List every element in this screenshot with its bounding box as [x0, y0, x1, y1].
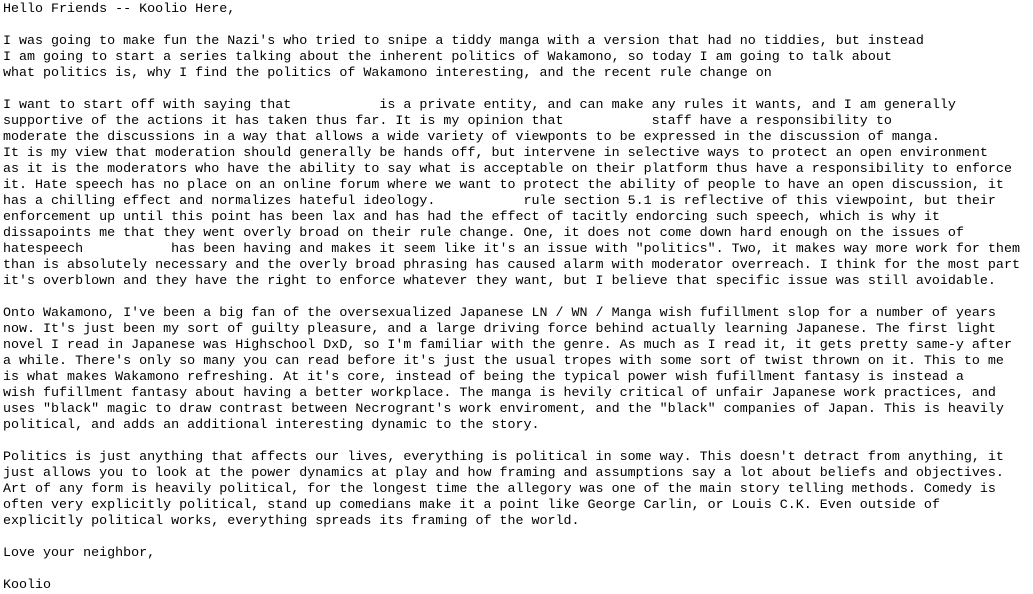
text-line: I was going to make fun the Nazi's who tried to snipe a tiddy manga with a version that had no tiddies, but instead: [3, 34, 924, 49]
text-line: as it is the moderators who have the ability to say what is acceptable on their platform thus have a responsibility to enforce: [3, 162, 1012, 177]
text-line: is what makes Wakamono refreshing. At it's core, instead of being the typical power wish fufillment fantasy is instead a: [3, 370, 964, 385]
text-line: Love your neighbor,: [3, 546, 156, 561]
text-line: often very explicitly political, stand up comedians make it a point like George Carlin, or Louis C.K. Even outside of: [3, 498, 940, 513]
text-line: Art of any form is heavily political, for the longest time the allegory was one of the main story telling methods. Comedy is: [3, 482, 996, 497]
text-line: now. It's just been my sort of guilty pleasure, and a large driving force behind actually learning Japanese. The first light: [3, 322, 996, 337]
document-body: [3, 2, 1033, 594]
text-line: than is absolutely necessary and the overly broad phrasing has caused alarm with moderator overreach. I think for the most part: [3, 258, 1020, 273]
text-line: it's overblown and they have the right to enforce whatever they want, but I believe that specific issue was still avoidable.: [3, 274, 996, 289]
text-line: it. Hate speech has no place on an online forum where we want to protect the ability of people to have an open discussion, it: [3, 178, 1004, 193]
text-line: [3, 530, 1033, 546]
text-line: I want to start off with saying that is a private entity, and can make any rules it wants, and I am generally: [3, 98, 956, 113]
text-line: [3, 562, 1033, 578]
text-line: a while. There's only so many you can read before it's just the usual tropes with some sort of twist thrown on it. This to me: [3, 354, 1004, 369]
text-line: Onto Wakamono, I've been a big fan of the oversexualized Japanese LN / WN / Manga wish fufillment slop for a number of years: [3, 306, 996, 321]
text-line: political, and adds an additional interesting dynamic to the story.: [3, 418, 540, 433]
text-line: novel I read in Japanese was Highschool DxD, so I'm familiar with the genre. As much as I read it, it gets pretty same-y after: [3, 338, 1012, 353]
text-line: what politics is, why I find the politics of Wakamono interesting, and the recent rule change on: [3, 66, 772, 81]
text-line: wish fufillment fantasy about having a better workplace. The manga is hevily critical of unfair Japanese work practices, and: [3, 386, 996, 401]
text-line: [3, 18, 1033, 34]
text-line: Hello Friends -- Koolio Here,: [3, 2, 236, 17]
text-line: It is my view that moderation should generally be hands off, but intervene in selective ways to protect an open environment: [3, 146, 988, 161]
text-line: moderate the discussions in a way that allows a wide variety of viewponts to be expressed in the discussion of manga.: [3, 130, 940, 145]
text-line: [3, 290, 1033, 306]
text-line: supportive of the actions it has taken thus far. It is my opinion that staff have a responsibility to: [3, 114, 892, 129]
text-line: Politics is just anything that affects our lives, everything is political in some way. This doesn't detract from anything, it: [3, 450, 1004, 465]
text-line: Koolio: [3, 578, 52, 593]
text-line: I am going to start a series talking about the inherent politics of Wakamono, so today I am going to talk about: [3, 50, 892, 65]
text-line: has a chilling effect and normalizes hateful ideology. rule section 5.1 is reflective of this viewpoint, but their: [3, 194, 996, 209]
text-line: hatespeech has been having and makes it seem like it's an issue with "politics". Two, it makes way more work for them: [3, 242, 1020, 257]
text-line: enforcement up until this point has been lax and has had the effect of tacitly endorcing such speech, which is why it: [3, 210, 940, 225]
text-line: just allows you to look at the power dynamics at play and how framing and assumptions say a lot about beliefs and objectives.: [3, 466, 1004, 481]
text-line: explicitly political works, everything spreads its framing of the world.: [3, 514, 580, 529]
text-line: [3, 434, 1033, 450]
text-line: [3, 82, 1033, 98]
text-line: dissapoints me that they went overly broad on their rule change. One, it does not come down hard enough on the issues of: [3, 226, 964, 241]
text-line: uses "black" magic to draw contrast between Necrogrant's work enviroment, and the "black" companies of Japan. This is heavily: [3, 402, 1004, 417]
